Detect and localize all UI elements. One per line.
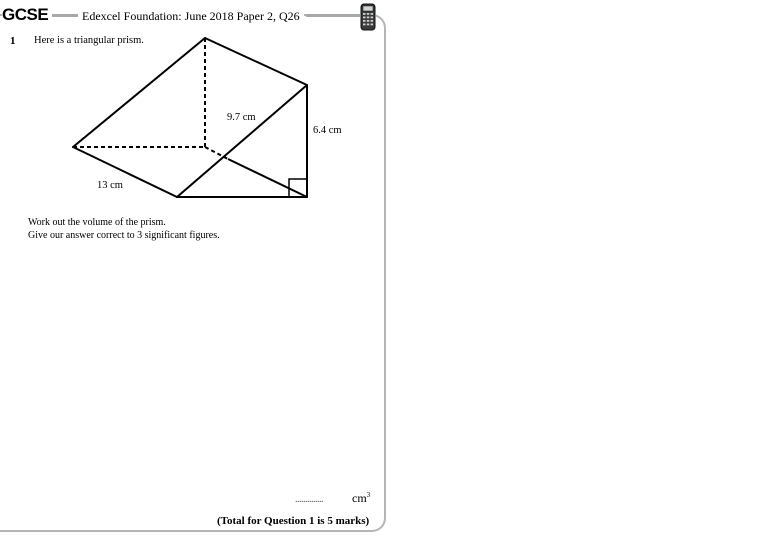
prism-edge-bottom-left: [73, 147, 177, 197]
page-title: Edexcel Foundation: June 2018 Paper 2, Q26: [78, 8, 304, 24]
answer-line[interactable]: ..............: [295, 494, 323, 505]
right-angle-marker: [289, 179, 307, 197]
prism-visible-diagonal: [228, 159, 307, 197]
instructions: [28, 217, 220, 242]
instruction-line-1: Work out the volume of the prism.: [28, 217, 166, 228]
answer-unit-text: cm: [352, 491, 367, 505]
prism-edge-top-ridge: [205, 38, 307, 85]
dimension-label-height: 6.4 cm: [313, 125, 342, 136]
dimension-label-length: 13 cm: [97, 180, 123, 191]
prism-hidden-diagonal: [205, 147, 228, 159]
answer-unit: [352, 491, 370, 506]
total-marks: (Total for Question 1 is 5 marks): [217, 515, 370, 527]
question-intro: Here is a triangular prism.: [34, 35, 144, 46]
answer-unit-power: 3: [366, 491, 371, 499]
gcse-logo: GCSE: [2, 5, 52, 25]
prism-edge-top-left: [73, 38, 205, 147]
instruction-line-2: Give our answer correct to 3 significant figures.: [28, 229, 220, 241]
prism-edge-front-hypotenuse: [177, 85, 307, 197]
dimension-label-hypotenuse: 9.7 cm: [227, 112, 256, 123]
question-number: 1: [10, 35, 16, 47]
